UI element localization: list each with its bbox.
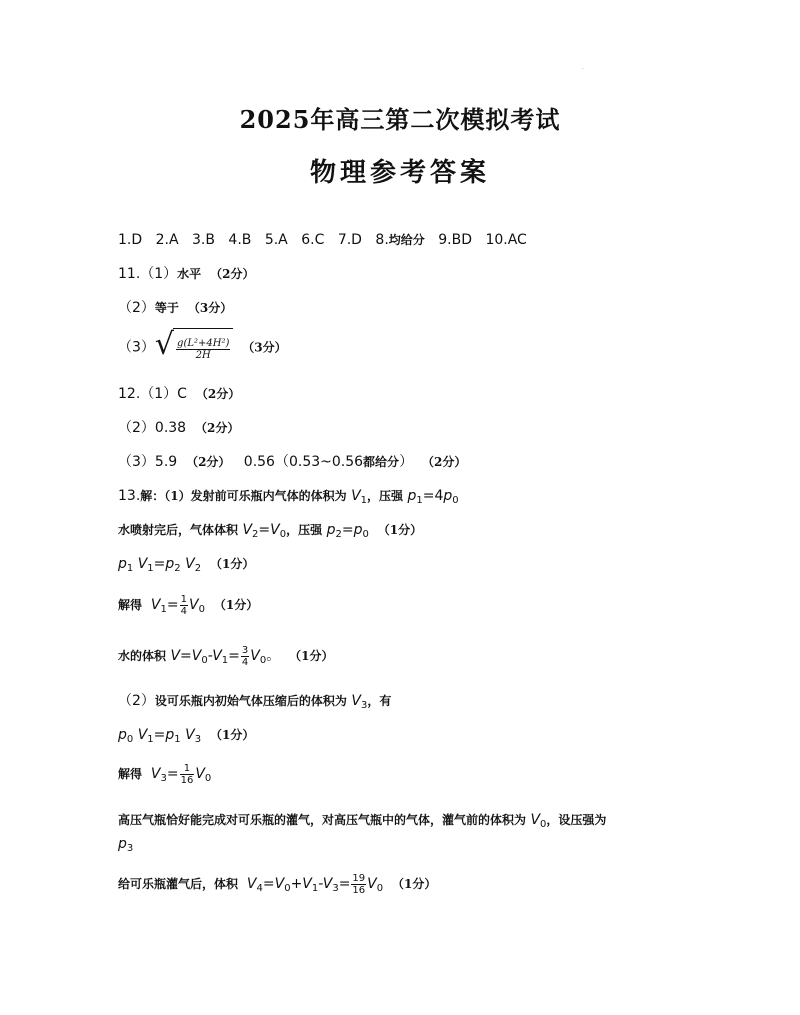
answer-8-note: 均给分 [388, 233, 425, 247]
fraction-1-16: $\frac{1}{16}$ [180, 762, 194, 786]
fraction-3-4: $\frac{3}{4}$ [241, 644, 249, 668]
q12-part3 [118, 453, 466, 471]
q13-number: 13. [118, 488, 141, 504]
exam-title: 2025年高三第二次模拟考试 [239, 105, 561, 134]
q13-line1: 13.解：（1）发射前可乐瓶内气体的体积为 $V_1$，压强 $p_1=4p_0$ [118, 488, 459, 506]
q13-line2: 水喷射完后，气体体积 $V_2=V_0$，压强 $p_2=p_0$ （1分） [118, 522, 423, 540]
q13-line4-score: （1分） [213, 598, 259, 612]
q13-line10: $p_3$ [118, 836, 134, 854]
q11-part3-score: （3分） [242, 340, 287, 355]
q13-line7: $p_0$ $V_1=p_1$ $V_3$ （1分） [118, 727, 255, 745]
answer-1: 1.D [118, 232, 143, 248]
choice-answers-line [118, 231, 527, 249]
q13-line2-score: （1分） [377, 523, 423, 537]
fraction-1-4: $\frac{1}{4}$ [180, 593, 187, 617]
q13-line11: 给可乐瓶灌气后，体积 $V_4=V_0+V_1-V_3=$ $\frac{19}{16}$ $V_0$ （1分） [118, 872, 437, 896]
answer-4: 4.B [228, 232, 252, 248]
answer-3: 3.B [191, 232, 215, 248]
radical-sign: √ [154, 327, 175, 362]
q13-line8: 解得 $V_3=$ $\frac{1}{16}$ $V_0$ [118, 762, 212, 786]
q11-part1-prefix: 11.（1） [118, 266, 178, 282]
answer-2: 2.A [155, 232, 179, 248]
q12-part3-close: ） [399, 454, 414, 470]
q12-part2 [118, 419, 239, 437]
q11-part3 [118, 328, 287, 367]
q11-part2 [118, 299, 232, 317]
document-subtitle: 物理参考答案 [309, 158, 490, 188]
q11-part1-answer: 水平 [177, 267, 202, 281]
stray-dot: . [582, 64, 584, 71]
q13-line9: 高压气瓶恰好能完成对可乐瓶的灌气，对高压气瓶中的气体，灌气前的体积为 $V_0$，设压强为 [118, 812, 607, 830]
answer-8-number: 8. [375, 232, 389, 248]
q13-line5: 水的体积 $V=V_0-V_1=$ $\frac{3}{4}$ $V_0$。 （1分） [118, 644, 334, 668]
q12-part1-answer: 12.（1）C [118, 386, 187, 402]
q12-part1-score: （2分） [195, 387, 241, 401]
q11-part1 [118, 265, 254, 283]
q11-sqrt-expression [155, 328, 233, 367]
q13-line3: $p_1$ $V_1=p_2$ $V_2$ （1分） [118, 556, 255, 574]
q12-part1 [118, 385, 240, 403]
q11-part2-score: （3分） [187, 301, 233, 315]
q13-line3-score: （1分） [209, 557, 255, 571]
q11-part1-score: （2分） [210, 267, 255, 281]
q12-part3-score2: （2分） [421, 455, 467, 469]
q12-part3-answer: （3）5.9 [118, 454, 178, 470]
q13-line7-score: （1分） [209, 728, 255, 742]
q13-line1-text: 解：（1）发射前可乐瓶内气体的体积为 [140, 489, 347, 503]
answer-10: 10.AC [485, 232, 527, 248]
q13-line5-score: （1分） [289, 649, 334, 663]
q11-sqrt-numerator: g(L²+4H²) [177, 337, 230, 349]
q13-line4: 解得 $V_1=$ $\frac{1}{4}$ $V_0$ （1分） [118, 593, 259, 617]
q11-part2-answer: 等于 [154, 301, 179, 315]
q12-part2-score: （2分） [195, 421, 240, 435]
answer-7: 7.D [337, 232, 362, 248]
q12-part2-answer: （2）0.38 [118, 420, 187, 436]
answer-5: 5.A [264, 232, 288, 248]
answer-9: 9.BD [438, 232, 472, 248]
answer-6: 6.C [301, 232, 325, 248]
q12-part3-value: 0.56（0.53~0.56 [243, 454, 364, 470]
q11-part3-prefix: （3） [118, 339, 155, 356]
q12-part3-score: （2分） [186, 455, 231, 469]
fraction-19-16: $\frac{19}{16}$ [352, 872, 366, 896]
q13-part2-line: （2）设可乐瓶内初始气体压缩后的体积为 $V_3$，有 [118, 693, 392, 711]
q11-part2-prefix: （2） [118, 300, 155, 316]
q13-line11-score: （1分） [392, 877, 437, 891]
q12-part3-note: 都给分 [363, 455, 400, 469]
q11-sqrt-denominator: 2H [195, 349, 211, 361]
